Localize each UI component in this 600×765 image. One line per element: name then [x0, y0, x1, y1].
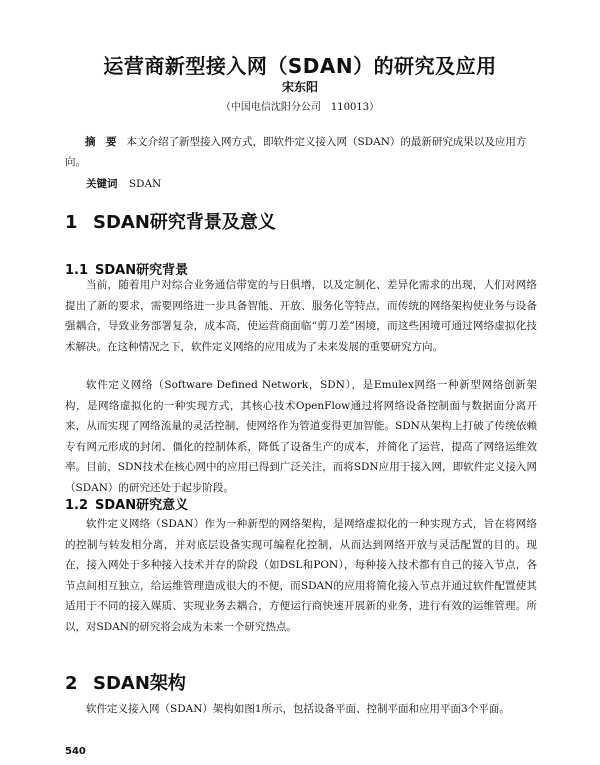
keywords-label: 关键词 — [86, 178, 118, 190]
subsection-heading — [65, 494, 188, 513]
page-number: 540 — [65, 746, 86, 757]
paper-title: 运营商新型接入网（SDAN）的研究及应用 — [103, 54, 497, 78]
keywords — [86, 176, 161, 191]
body-paragraph: 当前，随着用户对综合业务通信带宽的与日俱增，以及定制化、差异化需求的出现，人们对网络提出了新的要求，需要网络进一步具备智能、开放、服务化等特点，而传统的网络架构使业务与设备强耦合，导致业务部署复杂，成本高，使运营商面临“剪刀差”困境，而这些困境可通过网络虚拟化技术解决。在这种情况之下，软件定义网络的应用成为了未来发展的重要研究方向。 — [65, 279, 537, 353]
subsection-title: SDAN研究背景 — [95, 263, 189, 278]
section-number: 2 — [65, 673, 78, 694]
subsection-number: 1.1 — [65, 263, 89, 278]
section-title: SDAN架构 — [93, 673, 186, 694]
section-title: SDAN研究背景及意义 — [93, 212, 276, 233]
abstract — [65, 132, 535, 172]
body-paragraph: 软件定义接入网（SDAN）架构如图1所示，包括设备平面、控制平面和应用平面3个平面。 — [86, 703, 510, 715]
abstract-text: 本文介绍了新型接入网方式，即软件定义接入网（SDAN）的最新研究成果以及应用方向。 — [65, 136, 527, 168]
author-affiliation: （中国电信沈阳分公司 110013） — [220, 102, 380, 113]
body-paragraph: 软件定义网络（SDAN）作为一种新型的网络架构，是网络虚拟化的一种实现方式，旨在将网络的控制与转发相分离，并对底层设备实现可编程化控制，从而达到网络开放与灵活配置的目的。现在，接入网处于多种接入技术并存的阶段（如DSL和PON），每种接入技术都有自己的接入节点，各节点间相互独立，给运维管理造成很大的不便，而SDAN的应用将简化接入节点并通过软件配置使其适用于不同的接入媒质、实现业务去耦合，方便运行商快速开展新的业务，进行有效的运维管理。所以，对SDAN的研究将会成为未来一个研究热点。 — [65, 518, 537, 633]
author-name: 宋东阳 — [281, 80, 318, 94]
body-paragraph: 软件定义网络（Software Defined Network，SDN），是Emulex网络一种新型网络创新架构，是网络虚拟化的一种实现方式，其核心技术OpenFlow通过将网络设备控制面与数据面分离开来，从而实现了网络流量的灵活控制，使网络作为管道变得更加智能。SDN从架构上打破了传统依赖专有网元形成的封闭、僵化的控制体系，降低了设备生产的成本，并简化了运营，提高了网络运维效率。目前，SDN技术在核心网中的应用已得到广泛关注，而将SDN应用于接入网，即软件定义接入网（SDAN）的研究还处于起步阶段。 — [65, 379, 537, 494]
section-heading — [65, 669, 186, 695]
section-number: 1 — [65, 212, 78, 233]
section-heading — [65, 208, 276, 234]
keywords-text: SDAN — [128, 178, 162, 190]
subsection-title: SDAN研究意义 — [95, 498, 189, 513]
abstract-label: 摘 要 — [85, 136, 117, 148]
subsection-number: 1.2 — [65, 498, 89, 513]
